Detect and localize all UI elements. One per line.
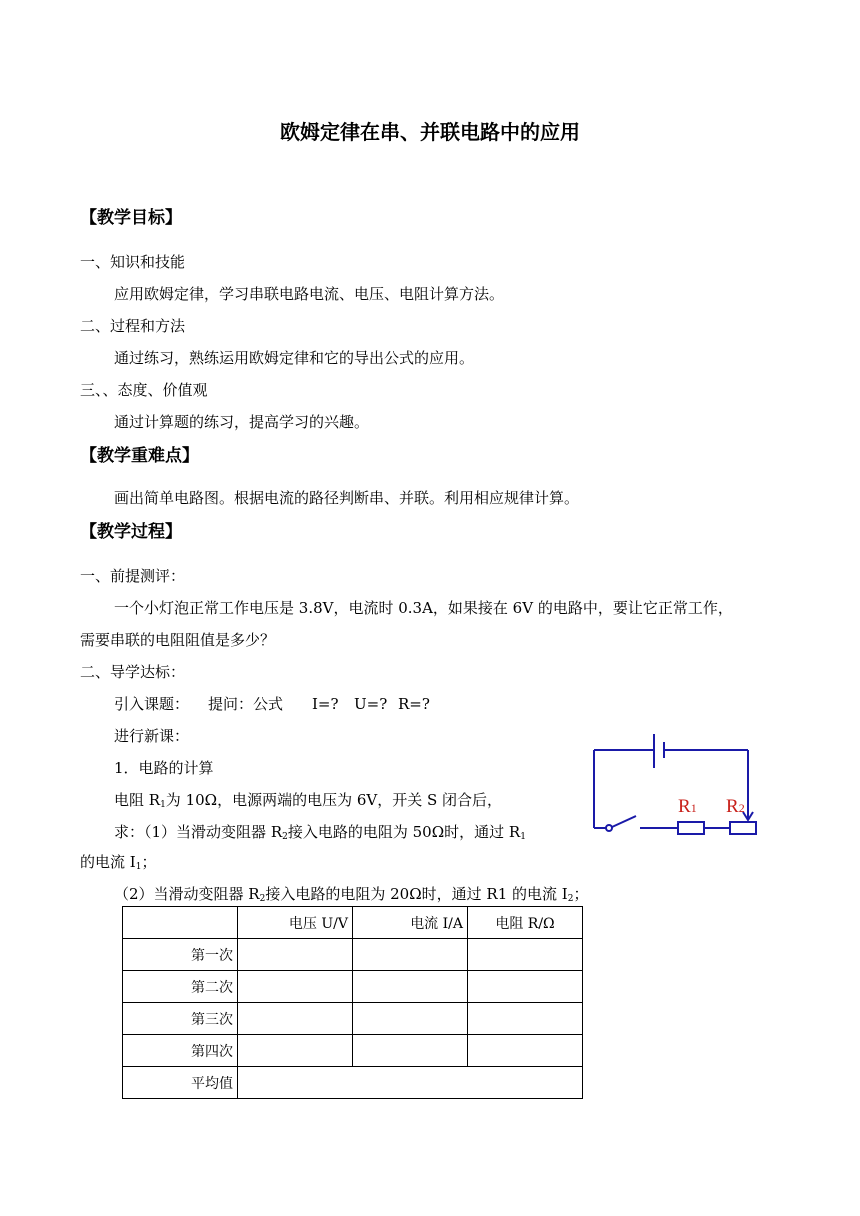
table-cell[interactable] <box>353 1003 468 1035</box>
formula-u: U=? <box>354 695 388 713</box>
problem-statement: 电阻 $R_1$为 10Ω，电源两端的电压为 6V，开关 S 闭合后， <box>114 791 503 810</box>
calc-heading: 1．电路的计算 <box>114 759 214 777</box>
circuit-diagram <box>590 728 770 844</box>
r2-label: R2 <box>726 796 745 817</box>
resistor-r1 <box>678 822 704 834</box>
avg-label: 平均值 <box>123 1067 238 1099</box>
part2-label: 二、导学达标： <box>80 663 186 681</box>
objective-label-3: 三、、态度、价值观 <box>80 381 208 399</box>
part1-label: 一、前提测评： <box>80 567 186 585</box>
switch-contact <box>606 825 612 831</box>
row-label: 第二次 <box>123 971 238 1003</box>
table-cell[interactable] <box>468 939 583 971</box>
table-row <box>123 1035 583 1067</box>
table-row <box>123 1003 583 1035</box>
intro-question: 提问：公式 <box>208 695 284 713</box>
table-cell[interactable] <box>238 971 353 1003</box>
table-header-row <box>123 907 583 939</box>
table-cell[interactable] <box>238 1003 353 1035</box>
part1-line1: 一个小灯泡正常工作电压是 3.8V，电流时 0.3A，如果接在 6V 的电路中，要让它正常工作， <box>114 599 733 617</box>
objective-body-1: 应用欧姆定律，学习串联电路电流、电压、电阻计算方法。 <box>114 285 505 303</box>
row-label: 第三次 <box>123 1003 238 1035</box>
table-cell[interactable] <box>353 971 468 1003</box>
section-heading-keypoints: 【教学重难点】 <box>80 446 199 466</box>
section-heading-objectives: 【教学目标】 <box>80 208 182 228</box>
part1-line2: 需要串联的电阻阻值是多少？ <box>80 631 276 649</box>
avg-cell[interactable] <box>238 1067 583 1099</box>
switch-blade <box>612 816 636 827</box>
table-header-cell: 电阻 R/Ω <box>468 907 583 939</box>
new-lesson-label: 进行新课： <box>114 727 190 745</box>
formula-i: I=? <box>312 695 339 713</box>
r1-label: R1 <box>678 796 697 817</box>
question-2: （2）当滑动变阻器 $R_2$接入电路的电阻为 20Ω时，通过 R1 的电流 $I_2$； <box>114 885 589 904</box>
row-label: 第一次 <box>123 939 238 971</box>
table-cell[interactable] <box>468 1003 583 1035</box>
question-1-cont: 的电流 $I_1$； <box>80 853 157 872</box>
table-cell[interactable] <box>238 1035 353 1067</box>
page-title: 欧姆定律在串、并联电路中的应用 <box>280 120 580 144</box>
data-table <box>122 906 583 1099</box>
table-row-average <box>123 1067 583 1099</box>
table-cell[interactable] <box>468 971 583 1003</box>
resistor-r2 <box>730 822 756 834</box>
table-cell[interactable] <box>353 939 468 971</box>
table-cell[interactable] <box>238 939 353 971</box>
question-1: 求：（1）当滑动变阻器 $R_2$接入电路的电阻为 50Ω时，通过 $R_1$ <box>114 823 526 842</box>
intro-label: 引入课题： <box>114 695 190 713</box>
table-header-cell: 电压 U/V <box>238 907 353 939</box>
table-row <box>123 971 583 1003</box>
table-row <box>123 939 583 971</box>
table-header-cell: 电流 I/A <box>353 907 468 939</box>
objective-label-2: 二、过程和方法 <box>80 317 186 335</box>
keypoints-body: 画出简单电路图。根据电流的路径判断串、并联。利用相应规律计算。 <box>114 489 580 507</box>
section-heading-process: 【教学过程】 <box>80 522 182 542</box>
formula-r: R=? <box>398 695 430 713</box>
table-header-cell <box>123 907 238 939</box>
row-label: 第四次 <box>123 1035 238 1067</box>
table-cell[interactable] <box>468 1035 583 1067</box>
objective-label-1: 一、知识和技能 <box>80 253 186 271</box>
objective-body-3: 通过计算题的练习，提高学习的兴趣。 <box>114 413 370 431</box>
objective-body-2: 通过练习，熟练运用欧姆定律和它的导出公式的应用。 <box>114 349 475 367</box>
table-cell[interactable] <box>353 1035 468 1067</box>
